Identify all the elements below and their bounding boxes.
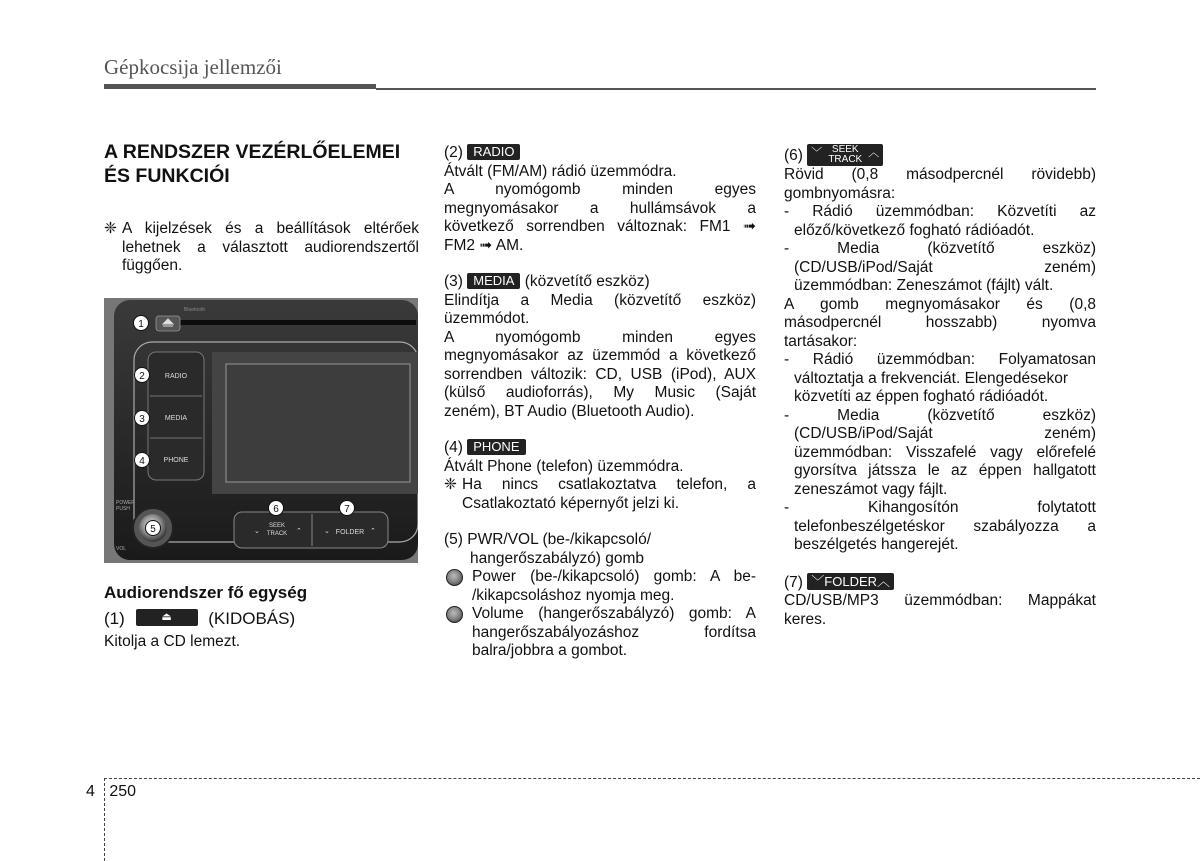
text-line: Csatlakoztató képernyőt jelzi ki. (462, 494, 680, 512)
section-heading (104, 140, 419, 188)
column-3 (784, 144, 1096, 629)
section-5-title: (5) PWR/VOL (be-/kikapcsoló/ (444, 531, 652, 548)
text-line: A nyomógomb minden egyes (444, 328, 756, 346)
text-line: változtatja a frekvenciát. Elengedésekor (794, 369, 1068, 387)
text-line: Power (be-/kikapcsoló) gomb: A be- (472, 568, 756, 585)
callout-4 (135, 453, 150, 468)
track-text: TRACK (828, 154, 863, 165)
text-line: (CD/USB/iPod/Saját zeném) (794, 258, 1096, 276)
folder-badge (807, 573, 894, 590)
main-unit-section (104, 584, 419, 651)
volume-knob-item (444, 605, 756, 661)
power-knob-item (444, 568, 756, 605)
running-header: Gépkocsija jellemzői (104, 55, 282, 79)
header-rule-thin (376, 88, 1096, 90)
knob-icon (446, 606, 463, 623)
callout-number: 4 (139, 456, 145, 467)
text-line: megnyomásakor a hullámsávok a (444, 199, 756, 217)
text-line: A gomb megnyomásakor és (0,8 (784, 295, 1096, 313)
chevron-down-icon: ﹀ (811, 147, 823, 159)
text-line: zeneszámot vagy fájlt. (794, 480, 948, 498)
text-line: - Rádió üzemmódban: Közvetíti az (784, 203, 1096, 220)
folder-text: FOLDER (824, 573, 878, 589)
chevron-down-icon: ⌄ (324, 528, 330, 535)
text-line: telefonbeszélgetéskor szabályozza a (794, 517, 1096, 535)
seek-track-badge (807, 144, 883, 166)
chapter-number: 4 (86, 783, 95, 800)
chevron-up-icon: ︿ (868, 147, 880, 159)
display-screen (226, 364, 410, 482)
subheading: Audiorendszer fő egység (104, 583, 308, 602)
text-line: közvetíti az éppen fogható rádióadót. (794, 388, 1049, 405)
media-badge: MEDIA (467, 273, 520, 289)
text-line: Átvált Phone (telefon) üzemmódra. (444, 457, 684, 475)
radio-badge: RADIO (467, 144, 520, 160)
note (444, 476, 756, 513)
callout-number: 7 (344, 504, 350, 515)
text-line: sorrendben változik: CD, USB (iPod), AUX (444, 365, 756, 383)
text-line: Elindítja a Media (közvetítő eszköz) (444, 291, 756, 309)
text-line: /kikapcsoláshoz nyomja meg. (472, 586, 675, 604)
text-line: beszélgetés hangerejét. (794, 536, 959, 553)
footer-rule (104, 778, 1200, 779)
callout-number: 3 (139, 414, 145, 425)
text-line: előző/következő fogható rádióadót. (794, 221, 1035, 239)
phone-button-label: PHONE (163, 457, 189, 464)
text-line: A nyomógomb minden egyes (444, 181, 756, 198)
section-7-title (784, 573, 1096, 593)
seek-track-label (825, 145, 865, 165)
item-label: (közvetítő eszköz) (524, 273, 650, 290)
text-line: (CD/USB/iPod/Saját zeném) (794, 425, 1096, 442)
power-label: POWER (116, 500, 135, 506)
item-number: (1) (104, 608, 125, 628)
item-text: Kitolja a CD lemezt. (104, 632, 241, 650)
header-rule-thick (104, 84, 376, 89)
section-4-title (444, 439, 756, 458)
item-number: (7) (784, 573, 803, 591)
text-line: következő sorrendben változnak: FM1 ➟ (444, 218, 756, 235)
item-number: (3) (444, 273, 463, 290)
page-number (86, 783, 136, 801)
text-line: hangerőszabályozáshoz fordítsa (472, 623, 756, 641)
callout-5 (146, 521, 161, 536)
cd-slot (164, 320, 416, 325)
text-line: Átvált (FM/AM) rádió üzemmódra. (444, 162, 677, 180)
item-1 (104, 608, 419, 629)
item-number: (6) (784, 147, 803, 164)
text-line: megnyomásakor az üzemmód a következő (444, 347, 756, 364)
column-2 (444, 144, 756, 661)
text-line: üzemmódban: Visszafelé vagy előrefelé (794, 443, 1096, 461)
knob-icon (446, 569, 463, 586)
eject-badge (136, 609, 198, 626)
text-line: - Rádió üzemmódban: Folyamatosan (784, 351, 1096, 368)
column-1 (104, 140, 419, 276)
audio-unit-illustration (104, 298, 418, 563)
note (104, 220, 419, 276)
callout-3 (135, 411, 150, 426)
chevron-up-icon: ⌃ (370, 528, 376, 535)
text-line: üzemmódot. (444, 310, 530, 327)
chevron-down-icon: ﹀ (811, 573, 825, 589)
phone-badge: PHONE (467, 439, 525, 455)
text-line: hangerőszabályzó) gomb (470, 549, 645, 567)
text-line: (külső audioforrás), My Music (Saját (444, 384, 756, 401)
text-line: - Media (közvetítő eszköz) (784, 406, 1096, 424)
callout-number: 6 (273, 504, 279, 515)
item-number: (4) (444, 439, 463, 456)
text-line: - Kihangosítón folytatott (784, 499, 1096, 516)
item-label: (KIDOBÁS) (208, 608, 296, 628)
text-line: Rövid (0,8 másodpercnél rövidebb) (784, 166, 1096, 183)
callout-number: 5 (150, 524, 156, 535)
text-line: Volume (hangerőszabályzó) gomb: A (472, 605, 756, 622)
text-line: balra/jobbra a gombot. (472, 642, 628, 659)
seek-text: SEEK (831, 144, 859, 155)
text-line: üzemmódban: Zeneszámot (fájlt) vált. (794, 277, 1054, 294)
text-line: - Media (közvetítő eszköz) (784, 240, 1096, 257)
folder-label: FOLDER (335, 529, 365, 536)
text-line: FM2 ➟ AM. (444, 236, 524, 254)
section-6-title (784, 144, 1096, 166)
page-number-value: 250 (109, 783, 137, 800)
text-line: gyorsítva játssza le az éppen hallgatott (794, 462, 1096, 479)
note-mark: ❈ (104, 220, 117, 237)
chevron-up-icon: ︿ (877, 573, 891, 589)
text-line: tartásakor: (784, 332, 858, 350)
media-button-label: MEDIA (164, 415, 188, 422)
heading-line: ÉS FUNKCIÓI (104, 165, 230, 187)
callout-number: 2 (139, 371, 145, 382)
section-3-title (444, 273, 756, 292)
text-line: zeném), BT Audio (Bluetooth Audio). (444, 402, 695, 420)
eject-icon: ⏏ (161, 610, 172, 623)
heading-line: A RENDSZER VEZÉRLŐELEMEI (104, 141, 401, 163)
chevron-up-icon: ⌃ (296, 528, 302, 535)
item-number: (2) (444, 144, 463, 161)
section-2-title (444, 144, 756, 163)
note-text: lehetnek a választott audiorendszertől (122, 238, 419, 256)
note-mark: ❈ (444, 476, 457, 493)
callout-6 (269, 501, 284, 516)
text-line: Ha nincs csatlakoztatva telefon, a (462, 476, 756, 493)
note-text: A kijelzések és a beállítások eltérőek (122, 220, 419, 237)
callout-2 (135, 368, 150, 383)
radio-button-label: RADIO (164, 373, 188, 380)
note-text: függően. (122, 257, 183, 274)
seek-label: SEEK (268, 523, 286, 529)
callout-7 (340, 501, 355, 516)
callout-1 (134, 316, 149, 331)
callout-number: 1 (138, 319, 144, 330)
track-label: TRACK (266, 531, 288, 537)
text-line: másodpercnél hosszabb) nyomva (784, 314, 1096, 331)
text-line: CD/USB/MP3 üzemmódban: Mappákat (784, 592, 1096, 609)
chevron-down-icon: ⌄ (254, 528, 260, 535)
text-line: keres. (784, 610, 827, 628)
brand-text: Bluetooth (184, 307, 206, 313)
push-label: PUSH (116, 506, 130, 512)
vol-label: VOL (116, 546, 127, 552)
text-line: gombnyomásra: (784, 184, 896, 202)
